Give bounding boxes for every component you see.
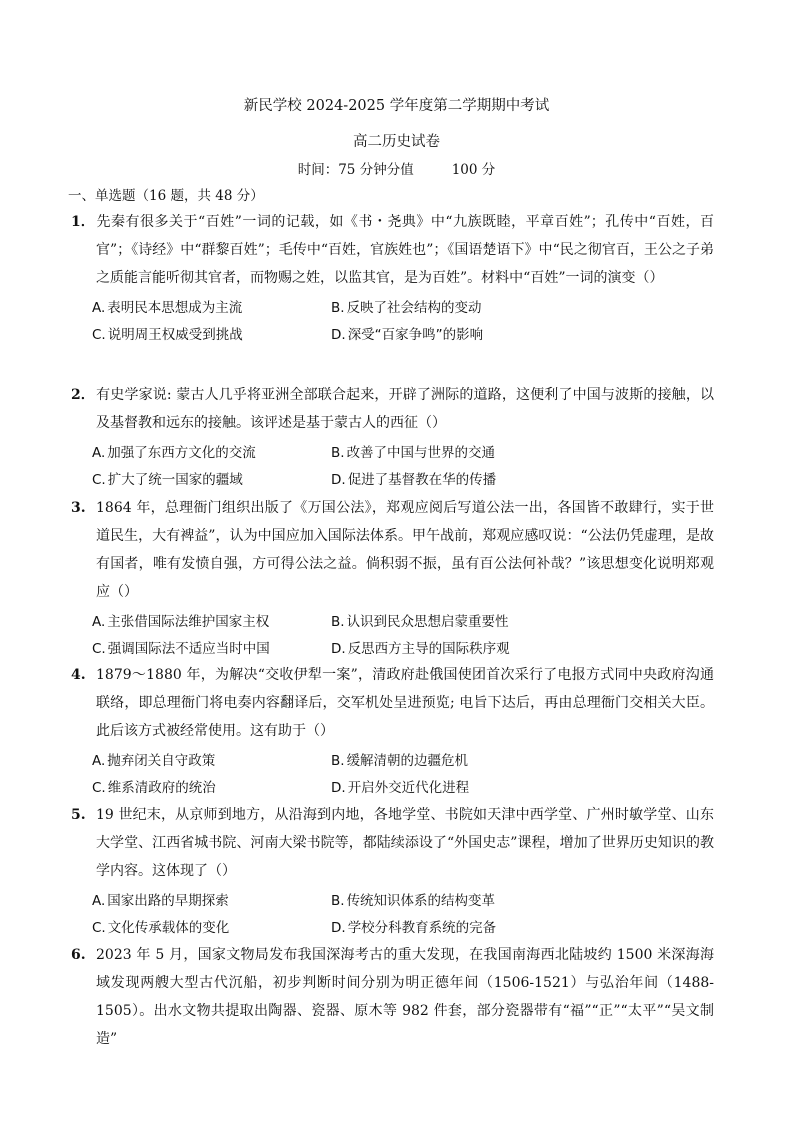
question-2 — [71, 381, 714, 491]
question-number: 3. — [71, 500, 86, 516]
option-b[interactable]: B. 传统知识体系的结构变革 — [331, 893, 496, 909]
question-4 — [71, 661, 714, 799]
option-list — [71, 885, 714, 939]
question-text: 19 世纪末，从京师到地方，从沿海到内地，各地学堂、书院如天津中西学堂、广州时敏学堂、山东大学堂、江西省城书院、河南大梁书院等，都陆续添设了“外国史志”课程，增加了世界历史知识的教学内容。这体现了（） — [96, 807, 714, 879]
question-text: 1879～1880 年，为解决“交收伊犁一案”，清政府赴俄国使团首次采行了电报方式同中央政府沟通联络，即总理衙门将电奏内容翻译后，交军机处呈进预览; 电旨下达后，再由总理衙门交相关大臣。此后该方式被经常使用。这有助于（） — [96, 667, 714, 739]
question-stem — [71, 801, 714, 885]
question-5 — [71, 801, 714, 939]
exam-subtitle: 高二历史试卷 — [353, 134, 440, 150]
question-stem — [71, 661, 714, 745]
option-d[interactable]: D. 学校分科教育系统的完备 — [331, 920, 497, 936]
option-a[interactable]: A. 主张借国际法维护国家主权 — [92, 614, 270, 630]
option-c[interactable]: C. 扩大了统一国家的疆域 — [92, 472, 243, 488]
option-a[interactable]: A. 表明民本思想成为主流 — [92, 300, 243, 316]
question-6 — [71, 941, 714, 1053]
question-number: 2． — [71, 387, 95, 403]
question-1 — [71, 208, 714, 346]
question-stem — [71, 381, 714, 437]
option-d[interactable]: D. 深受“百家争鸣”的影响 — [331, 327, 484, 343]
question-number: 6. — [71, 947, 86, 963]
question-text: 先秦有很多关于“百姓”一词的记载，如《书・尧典》中“九族既睦，平章百姓”；孔传中“百姓，百官”；《诗经》中“群黎百姓”；毛传中“百姓，官族姓也”；《国语楚语下》中“民之彻官百，王公之子弟之质能言能听彻其官者，而物赐之姓，以监其官，是为百姓”。材料中“百姓”一词的演变（） — [96, 214, 714, 286]
question-text: 1864 年，总理衙门组织出版了《万国公法》，郑观应阅后写道公法一出，各国皆不敢肆行，实于世道民生，大有裨益”，认为中国应加入国际法体系。甲午战前，郑观应感叹说：“公法仍凭虚理，是故有国者，唯有发愤自强，方可得公法之益。倘积弱不振，虽有百公法何补哉？”该思想变化说明郑观应（） — [96, 500, 714, 600]
option-list — [71, 606, 714, 660]
exam-meta — [0, 158, 793, 178]
question-number: 1． — [71, 214, 95, 230]
option-c[interactable]: C. 说明周王权威受到挑战 — [92, 327, 243, 343]
option-b[interactable]: B. 改善了中国与世界的交通 — [331, 445, 496, 461]
option-c[interactable]: C. 强调国际法不适应当时中国 — [92, 641, 270, 657]
option-a[interactable]: A. 国家出路的早期探索 — [92, 893, 229, 909]
question-text: 有史学家说: 蒙古人几乎将亚洲全部联合起来，开辟了洲际的道路，这便利了中国与波斯的接触，以及基督教和远东的接触。该评述是基于蒙古人的西征（） — [96, 387, 714, 431]
score-value: 100 分 — [451, 162, 496, 178]
question-text: 2023 年 5 月，国家文物局发布我国深海考古的重大发现，在我国南海西北陆坡约 1500 米深海海域发现两艘大型古代沉船，初步判断时间分别为明正德年间（1506-1521）与弘治年间（1488-1505）。出水文物共提取出陶器、瓷器、原木等 982 件套，部分瓷器带有“福”“正”“太平”“吴文制造” — [96, 947, 714, 1047]
question-number: 4. — [71, 667, 86, 683]
option-list — [71, 437, 714, 491]
option-d[interactable]: D. 开启外交近代化进程 — [331, 780, 470, 796]
option-b[interactable]: B. 认识到民众思想启蒙重要性 — [331, 614, 509, 630]
option-d[interactable]: D. 促进了基督教在华的传播 — [331, 472, 497, 488]
section-heading: 一、单选题（16 题，共 48 分） — [68, 188, 264, 204]
question-stem — [71, 208, 714, 292]
option-d[interactable]: D. 反思西方主导的国际秩序观 — [331, 641, 510, 657]
question-number: 5. — [71, 807, 86, 823]
option-c[interactable]: C. 文化传承载体的变化 — [92, 920, 230, 936]
question-3 — [71, 494, 714, 660]
option-list — [71, 745, 714, 799]
time-label: 时间：75 分钟分值 — [297, 162, 414, 178]
exam-title: 新民学校 2024-2025 学年度第二学期期中考试 — [243, 98, 550, 114]
question-stem — [71, 494, 714, 606]
option-list — [71, 292, 714, 346]
question-stem — [71, 941, 714, 1053]
option-b[interactable]: B. 反映了社会结构的变动 — [331, 300, 482, 316]
option-b[interactable]: B. 缓解清朝的边疆危机 — [331, 753, 469, 769]
option-a[interactable]: A. 加强了东西方文化的交流 — [92, 445, 256, 461]
option-a[interactable]: A. 抛弃闭关自守政策 — [92, 753, 216, 769]
option-c[interactable]: C. 维系清政府的统治 — [92, 780, 216, 796]
